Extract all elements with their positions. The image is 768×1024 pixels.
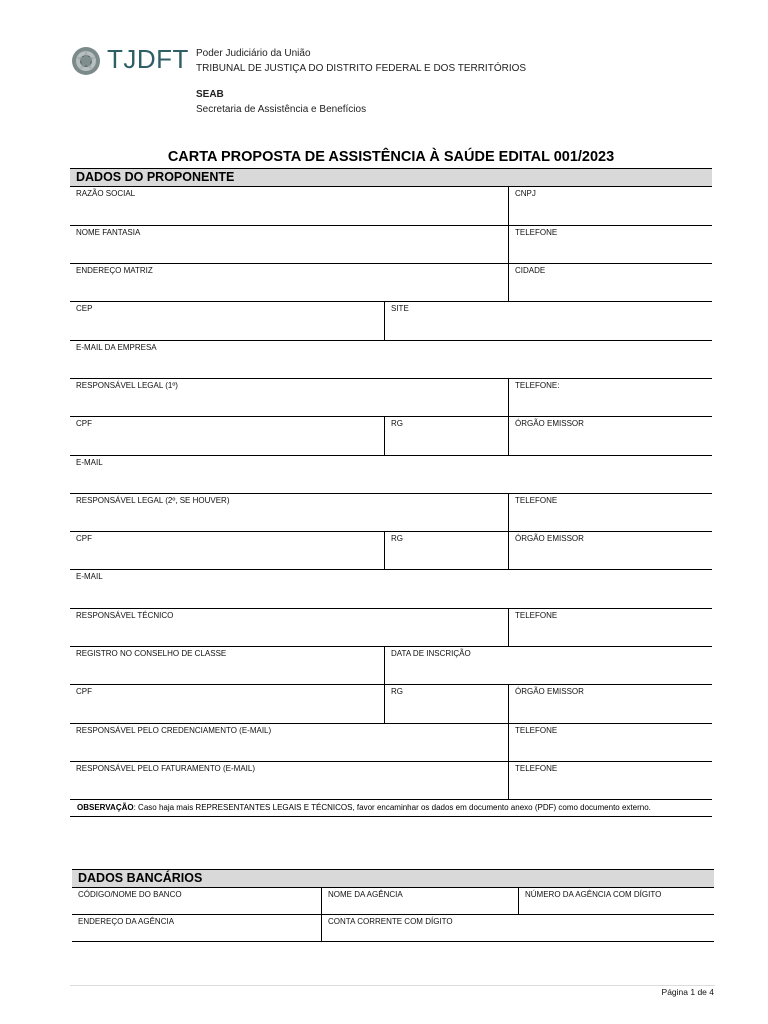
field-label: RG	[391, 419, 403, 428]
field-label: TELEFONE	[515, 611, 558, 620]
field-responsavel-legal-1[interactable]	[70, 379, 508, 416]
field-label: TELEFONE	[515, 228, 558, 237]
field-label: ÓRGÃO EMISSOR	[515, 687, 584, 696]
field-label: TELEFONE	[515, 496, 558, 505]
field-numero-da-agencia-com-digito[interactable]	[518, 888, 714, 914]
field-conta-corrente-com-digito[interactable]	[321, 915, 714, 941]
form-row	[72, 888, 714, 915]
field-responsavel-pelo-faturamento-e-mail[interactable]	[70, 762, 508, 799]
field-orgao-emissor[interactable]	[508, 532, 712, 569]
field-label: REGISTRO NO CONSELHO DE CLASSE	[76, 649, 227, 658]
field-data-de-inscricao[interactable]	[384, 647, 712, 684]
observacao-text: : Caso haja mais REPRESENTANTES LEGAIS E TÉCNICOS, favor encaminhar os dados em documento anexo (PDF) como documento externo.	[133, 803, 651, 812]
field-label: NOME FANTASIA	[76, 228, 141, 237]
field-telefone[interactable]	[508, 226, 712, 263]
field-endereco-da-agencia[interactable]	[72, 915, 321, 941]
field-e-mail[interactable]	[70, 570, 712, 608]
page-number: Página 1 de 4	[661, 987, 714, 997]
field-cpf[interactable]	[70, 532, 384, 569]
field-label: RAZÃO SOCIAL	[76, 189, 136, 198]
field-registro-no-conselho-de-classe[interactable]	[70, 647, 384, 684]
field-label: E-MAIL DA EMPRESA	[76, 343, 157, 352]
field-label: ENDEREÇO MATRIZ	[76, 266, 153, 275]
field-cnpj[interactable]	[508, 187, 712, 225]
header-line-2: TRIBUNAL DE JUSTIÇA DO DISTRITO FEDERAL E DOS TERRITÓRIOS	[196, 63, 527, 74]
field-e-mail-da-empresa[interactable]	[70, 341, 712, 378]
form-row	[70, 494, 712, 532]
field-label: RESPONSÁVEL LEGAL (1º)	[76, 381, 178, 390]
field-label: CONTA CORRENTE COM DÍGITO	[328, 917, 453, 926]
field-label: RG	[391, 687, 403, 696]
field-orgao-emissor[interactable]	[508, 685, 712, 723]
field-orgao-emissor[interactable]	[508, 417, 712, 455]
field-label: E-MAIL	[76, 458, 103, 467]
section-header-proponente: DADOS DO PROPONENTE	[70, 168, 712, 187]
field-label: SITE	[391, 304, 409, 313]
form-row	[70, 532, 712, 570]
field-rg[interactable]	[384, 685, 508, 723]
field-label: CPF	[76, 687, 92, 696]
field-telefone[interactable]	[508, 609, 712, 646]
field-label: CEP	[76, 304, 93, 313]
form-row	[70, 647, 712, 685]
field-label: DATA DE INSCRIÇÃO	[391, 649, 471, 658]
field-label: NOME DA AGÊNCIA	[328, 890, 403, 899]
form-row	[70, 456, 712, 494]
field-site[interactable]	[384, 302, 712, 340]
form-row	[70, 417, 712, 456]
field-telefone[interactable]	[508, 379, 712, 416]
form-row	[70, 609, 712, 647]
field-e-mail[interactable]	[70, 456, 712, 493]
field-telefone[interactable]	[508, 494, 712, 531]
field-label: RESPONSÁVEL LEGAL (2º, SE HOUVER)	[76, 496, 230, 505]
field-label: RESPONSÁVEL PELO FATURAMENTO (E-MAIL)	[76, 764, 255, 773]
field-label: RG	[391, 534, 403, 543]
header-line-1: Poder Judiciário da União	[196, 48, 311, 59]
field-cpf[interactable]	[70, 417, 384, 455]
field-label: TELEFONE	[515, 764, 558, 773]
field-label: CIDADE	[515, 266, 546, 275]
form-row	[70, 187, 712, 226]
field-label: NÚMERO DA AGÊNCIA COM DÍGITO	[525, 890, 662, 899]
observacao-label: OBSERVAÇÃO	[77, 803, 134, 812]
form-row	[70, 724, 712, 762]
form-row	[70, 226, 712, 264]
section-header-bancarios: DADOS BANCÁRIOS	[72, 869, 714, 888]
field-label: CNPJ	[515, 189, 536, 198]
page-title: CARTA PROPOSTA DE ASSISTÊNCIA À SAÚDE EDITAL 001/2023	[167, 149, 615, 165]
header-dept-name: Secretaria de Assistência e Benefícios	[196, 104, 367, 115]
form-row	[70, 762, 712, 800]
field-telefone[interactable]	[508, 762, 712, 799]
field-codigo-nome-do-banco[interactable]	[72, 888, 321, 914]
form-row	[70, 302, 712, 341]
field-label: TELEFONE	[515, 726, 558, 735]
tjdft-seal-icon	[70, 45, 102, 77]
field-label: TELEFONE:	[515, 381, 560, 390]
field-cep[interactable]	[70, 302, 384, 340]
field-rg[interactable]	[384, 532, 508, 569]
field-label: ÓRGÃO EMISSOR	[515, 534, 584, 543]
field-label: RESPONSÁVEL TÉCNICO	[76, 611, 174, 620]
form-row	[70, 341, 712, 379]
field-cidade[interactable]	[508, 264, 712, 301]
field-label: ÓRGÃO EMISSOR	[515, 419, 584, 428]
logo-text: TJDFT	[107, 44, 189, 74]
field-responsavel-legal-2-se-houver[interactable]	[70, 494, 508, 531]
field-rg[interactable]	[384, 417, 508, 455]
observacao-note	[70, 803, 712, 817]
field-label: E-MAIL	[76, 572, 103, 581]
field-razao-social[interactable]	[70, 187, 508, 225]
header-dept-code: SEAB	[196, 89, 224, 100]
form-row	[72, 915, 714, 942]
form-row	[70, 570, 712, 609]
form-row	[70, 685, 712, 724]
field-label: CÓDIGO/NOME DO BANCO	[78, 890, 182, 899]
field-label: RESPONSÁVEL PELO CREDENCIAMENTO (E-MAIL)	[76, 726, 272, 735]
field-nome-fantasia[interactable]	[70, 226, 508, 263]
field-telefone[interactable]	[508, 724, 712, 761]
field-nome-da-agencia[interactable]	[321, 888, 518, 914]
field-label: CPF	[76, 419, 92, 428]
footer-divider	[70, 985, 715, 986]
field-endereco-matriz[interactable]	[70, 264, 508, 301]
field-label: CPF	[76, 534, 92, 543]
field-cpf[interactable]	[70, 685, 384, 723]
form-row	[70, 264, 712, 302]
field-label: ENDEREÇO DA AGÊNCIA	[78, 917, 175, 926]
field-responsavel-tecnico[interactable]	[70, 609, 508, 646]
form-row	[70, 379, 712, 417]
field-responsavel-pelo-credenciamento-e-mail[interactable]	[70, 724, 508, 761]
